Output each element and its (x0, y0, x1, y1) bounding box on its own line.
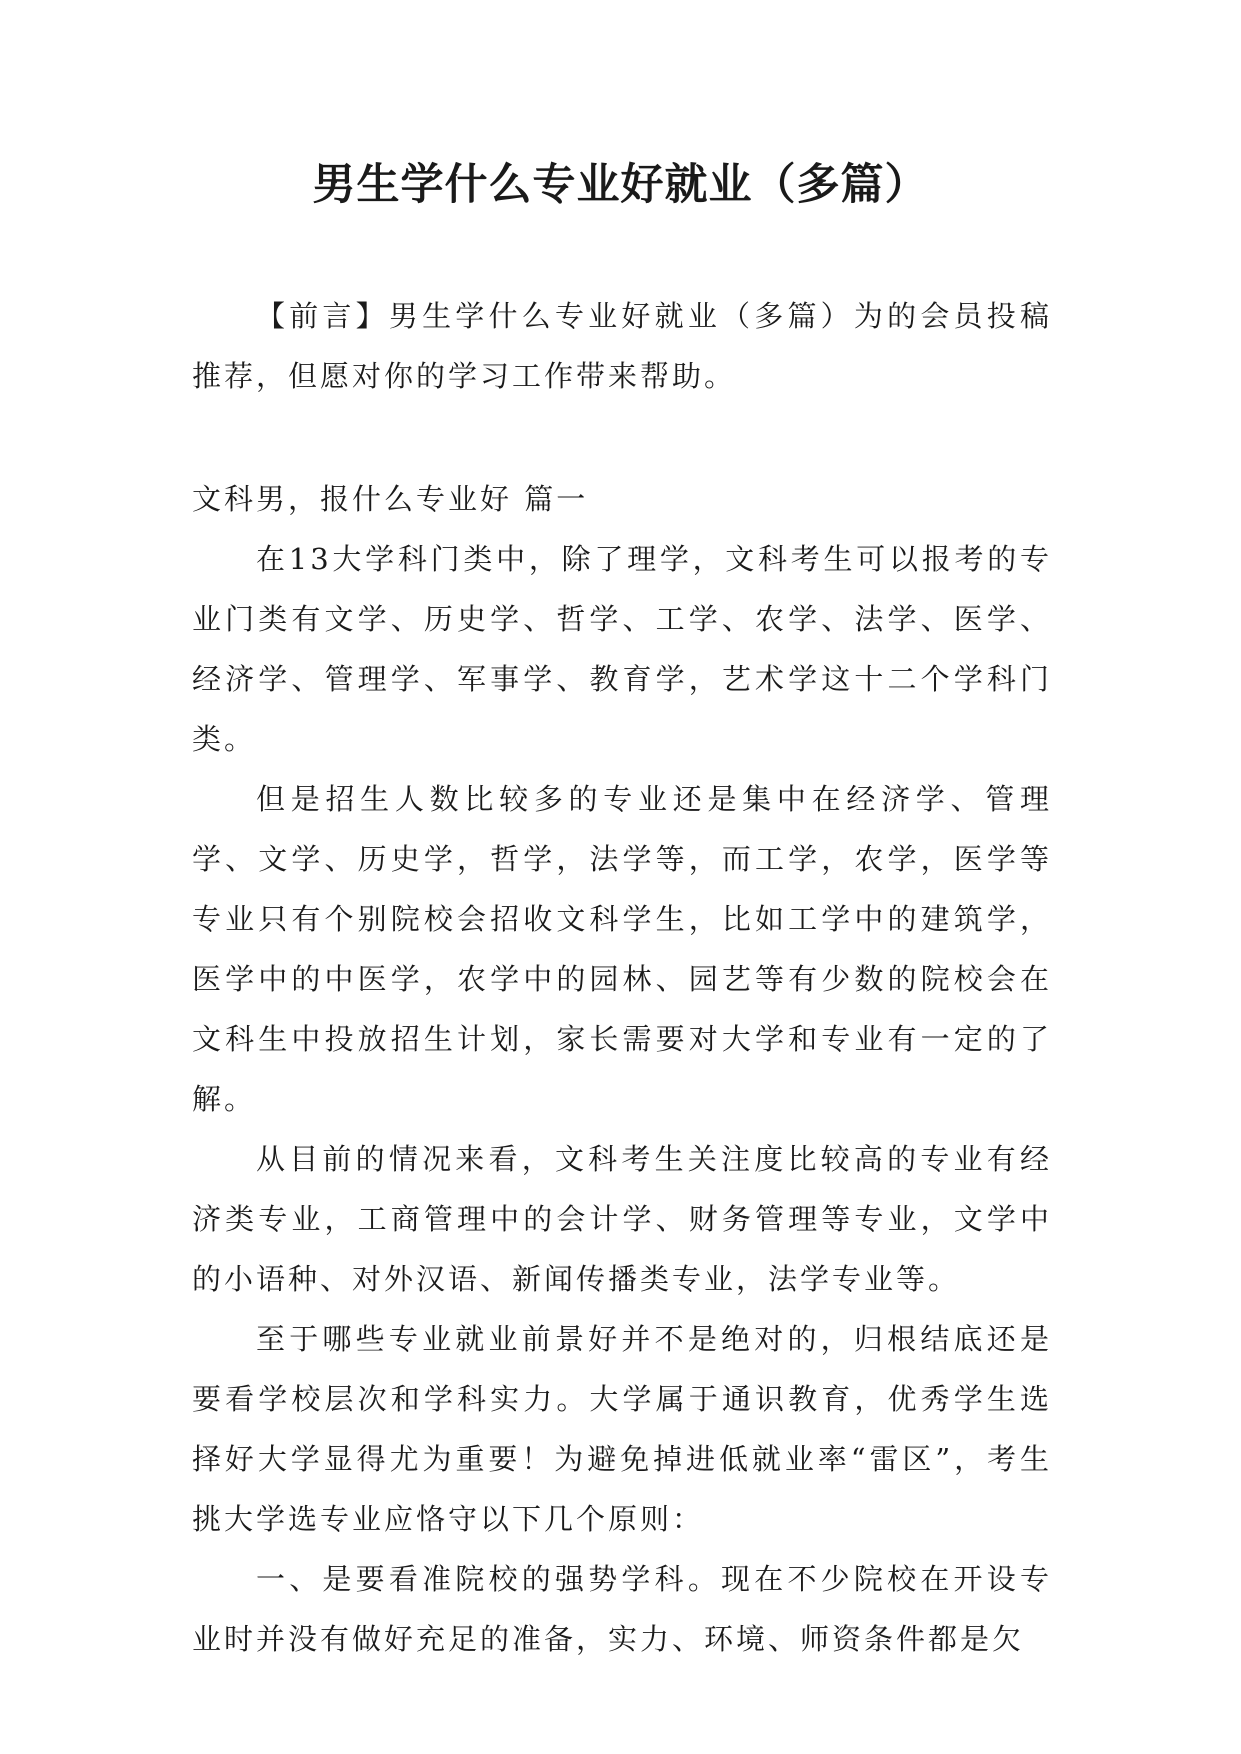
preface-paragraph: 【前言】男生学什么专业好就业（多篇）为的会员投稿推荐，但愿对你的学习工作带来帮助。 (192, 299, 1052, 393)
body-paragraph-2: 但是招生人数比较多的专业还是集中在经济学、管理学、文学、历史学，哲学，法学等，而工学，农学，医学等专业只有个别院校会招收文科学生，比如工学中的建筑学，医学中的中医学，农学中的园林、园艺等有少数的院校会在文科生中投放招生计划，家长需要对大学和专业有一定的了解。 (192, 782, 1052, 1116)
body-paragraph-5: 一、是要看准院校的强势学科。现在不少院校在开设专业时并没有做好充足的准备，实力、环境、师资条件都是欠 (192, 1562, 1052, 1656)
document-title: 男生学什么专业好就业（多篇） (312, 160, 929, 210)
body-paragraph-4: 至于哪些专业就业前景好并不是绝对的，归根结底还是要看学校层次和学科实力。大学属于通识教育，优秀学生选择好大学显得尤为重要！为避免掉进低就业率“雷区”，考生挑大学选专业应恪守以下几个原则： (192, 1322, 1052, 1536)
section-heading: 文科男，报什么专业好 篇一 (192, 482, 589, 516)
document-body (192, 286, 1052, 1669)
body-paragraph-1: 在13大学科门类中，除了理学，文科考生可以报考的专业门类有文学、历史学、哲学、工学、农学、法学、医学、经济学、管理学、军事学、教育学，艺术学这十二个学科门类。 (192, 542, 1052, 756)
body-paragraph-3: 从目前的情况来看，文科考生关注度比较高的专业有经济类专业，工商管理中的会计学、财务管理等专业，文学中的小语种、对外汉语、新闻传播类专业，法学专业等。 (192, 1142, 1052, 1296)
blank-line (192, 406, 1052, 466)
